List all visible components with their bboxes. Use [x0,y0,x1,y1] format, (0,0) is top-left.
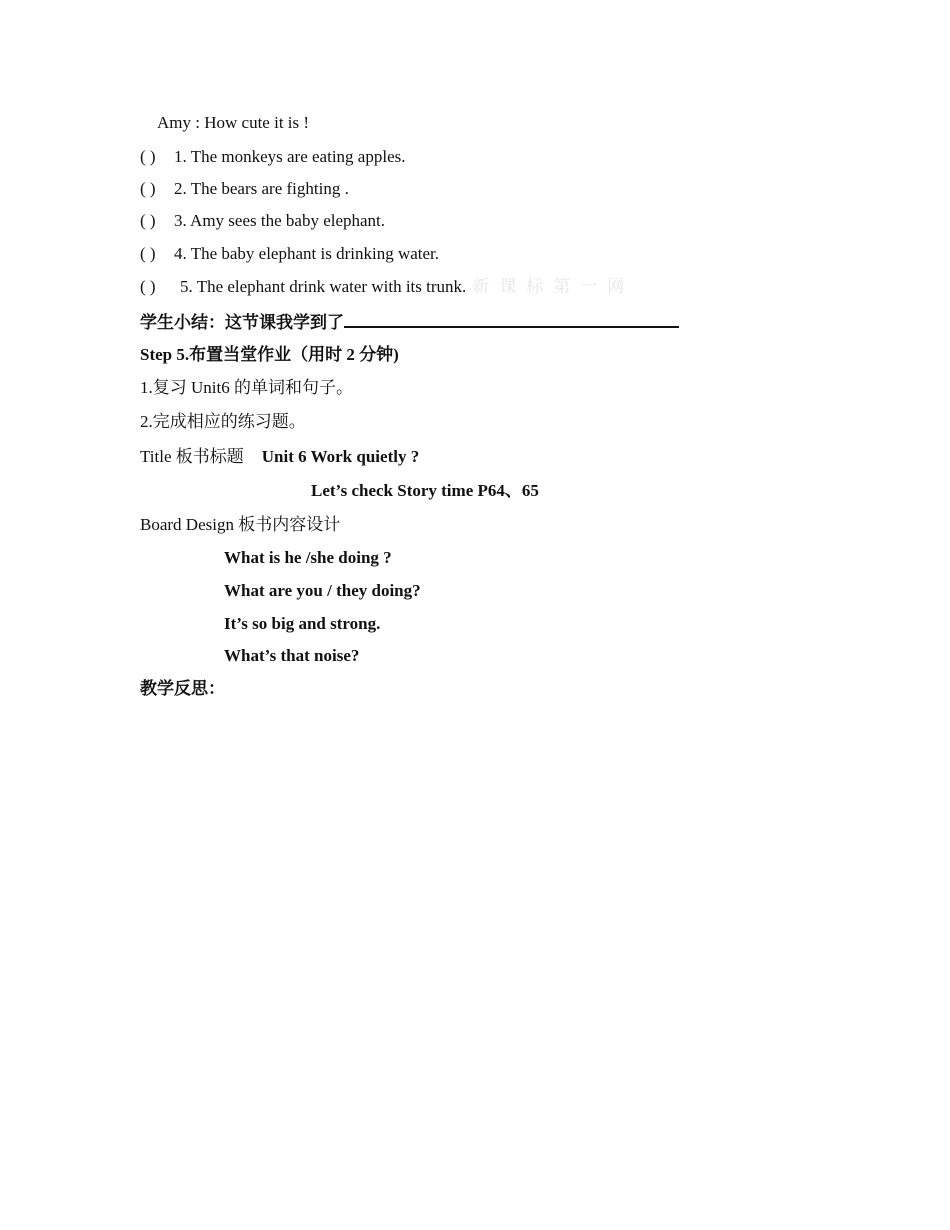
teaching-reflection-label: 教学反思： [140,679,225,698]
quiz-item-text: 4. The baby elephant is drinking water. [174,244,440,263]
quiz-item-3 [140,210,385,232]
summary-label: 学生小结：这节课我学到了 [140,313,344,332]
title-main: Unit 6 Work quietly ? [261,447,420,466]
quiz-item-text: 5. The elephant drink water with its trunk. [180,277,467,296]
quiz-item-1 [140,146,405,168]
homework-item-2: 2.完成相应的练习题。 [140,412,306,431]
answer-paren: ( ) [140,277,156,296]
board-line-2: What are you / they doing? [224,581,421,600]
answer-paren: ( ) [140,179,156,198]
quiz-item-text: 2. The bears are fighting . [174,179,349,198]
summary-blank-line [344,310,679,328]
title-row [140,446,419,468]
answer-paren: ( ) [140,211,156,230]
board-line-1: What is he /she doing ? [224,548,392,567]
watermark-text: 新课标第一网 [472,277,635,296]
homework-item-1: 1.复习 Unit6 的单词和句子。 [140,378,353,397]
answer-paren: ( ) [140,244,156,263]
board-line-3: It’s so big and strong. [224,614,381,633]
quiz-item-text: 3. Amy sees the baby elephant. [174,211,386,230]
quiz-item-5 [140,276,634,298]
board-design-label: Board Design 板书内容设计 [140,515,341,534]
quiz-item-text: 1. The monkeys are eating apples. [174,147,406,166]
title-sub: Let’s check Story time P64、65 [311,481,539,500]
answer-paren: ( ) [140,147,156,166]
quiz-item-2 [140,178,349,200]
dialog-line: Amy : How cute it is ! [157,113,310,132]
quiz-item-4 [140,243,439,265]
board-line-4: What’s that noise? [224,646,360,665]
student-summary [140,310,679,334]
step5-heading: Step 5.布置当堂作业（用时 2 分钟) [140,345,399,364]
title-label: Title 板书标题 [140,447,244,466]
